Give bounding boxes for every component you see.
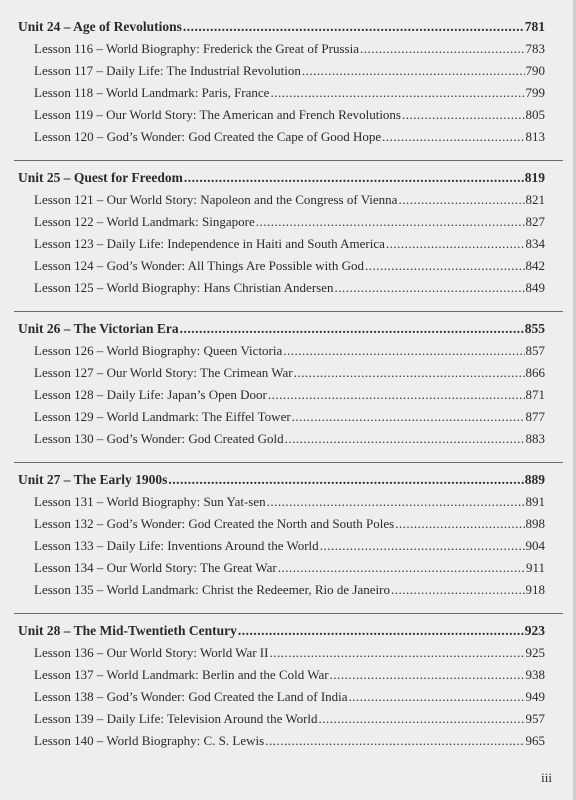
lesson-entry [14, 189, 563, 211]
dot-leader [349, 686, 525, 708]
dot-leader [270, 82, 524, 104]
dot-leader [365, 255, 525, 277]
lesson-title: Lesson 124 – God’s Wonder: All Things Are Possible with God [34, 258, 364, 273]
lesson-title: Lesson 125 – World Biography: Hans Christian Andersen [34, 280, 334, 295]
lesson-page: 857 [525, 343, 545, 358]
dot-leader [292, 406, 525, 428]
lesson-entry [14, 406, 563, 428]
lesson-title: Lesson 127 – Our World Story: The Crimean War [34, 365, 293, 380]
lesson-entry [14, 557, 563, 579]
lesson-title: Lesson 126 – World Biography: Queen Victoria [34, 343, 283, 358]
lesson-title: Lesson 119 – Our World Story: The American and French Revolutions [34, 107, 401, 122]
dot-leader [285, 428, 525, 450]
lesson-page: 949 [525, 689, 545, 704]
lesson-entry [14, 126, 563, 148]
unit-heading [14, 469, 563, 491]
lesson-title: Lesson 134 – Our World Story: The Great War [34, 560, 277, 575]
lesson-title: Lesson 118 – World Landmark: Paris, France [34, 85, 270, 100]
lesson-page: 799 [525, 85, 545, 100]
dot-leader [398, 189, 524, 211]
lesson-title: Lesson 123 – Daily Life: Independence in Haiti and South America [34, 236, 385, 251]
unit-section [14, 16, 563, 160]
lesson-page: 957 [525, 711, 545, 726]
lesson-entry [14, 233, 563, 255]
dot-leader [184, 167, 524, 189]
lesson-entry [14, 211, 563, 233]
dot-leader [386, 233, 525, 255]
lesson-page: 783 [525, 41, 545, 56]
dot-leader [391, 579, 525, 601]
dot-leader [382, 126, 524, 148]
lesson-entry [14, 82, 563, 104]
lesson-title: Lesson 136 – Our World Story: World War II [34, 645, 269, 660]
lesson-title: Lesson 128 – Daily Life: Japan’s Open Door [34, 387, 267, 402]
unit-heading [14, 16, 563, 38]
table-of-contents [14, 16, 563, 764]
unit-page: 923 [524, 623, 545, 638]
lesson-title: Lesson 138 – God’s Wonder: God Created the Land of India [34, 689, 348, 704]
lesson-page: 842 [525, 258, 545, 273]
lesson-page: 827 [525, 214, 545, 229]
dot-leader [265, 730, 524, 752]
dot-leader [269, 642, 524, 664]
dot-leader [183, 16, 524, 38]
lesson-title: Lesson 133 – Daily Life: Inventions Around the World [34, 538, 319, 553]
dot-leader [238, 620, 524, 642]
unit-title: Unit 27 – The Early 1900s [18, 472, 168, 487]
dot-leader [268, 384, 525, 406]
lesson-title: Lesson 135 – World Landmark: Christ the Redeemer, Rio de Janeiro [34, 582, 390, 597]
lesson-page: 877 [525, 409, 545, 424]
lesson-page: 849 [525, 280, 545, 295]
dot-leader [330, 664, 525, 686]
dot-leader [335, 277, 525, 299]
lesson-entry [14, 579, 563, 601]
lesson-title: Lesson 121 – Our World Story: Napoleon and the Congress of Vienna [34, 192, 398, 207]
lesson-entry [14, 428, 563, 450]
unit-title: Unit 26 – The Victorian Era [18, 321, 179, 336]
dot-leader [302, 60, 525, 82]
lesson-entry [14, 708, 563, 730]
unit-heading [14, 620, 563, 642]
lesson-entry [14, 491, 563, 513]
lesson-page: 790 [525, 63, 545, 78]
unit-page: 781 [524, 19, 545, 34]
unit-title: Unit 24 – Age of Revolutions [18, 19, 182, 34]
dot-leader [283, 340, 524, 362]
unit-page: 889 [524, 472, 545, 487]
unit-section [14, 160, 563, 311]
lesson-entry [14, 664, 563, 686]
unit-section [14, 462, 563, 613]
lesson-title: Lesson 130 – God’s Wonder: God Created Gold [34, 431, 284, 446]
lesson-title: Lesson 117 – Daily Life: The Industrial Revolution [34, 63, 301, 78]
unit-page: 855 [524, 321, 545, 336]
lesson-page: 898 [525, 516, 545, 531]
dot-leader [168, 469, 523, 491]
dot-leader [256, 211, 525, 233]
unit-heading [14, 167, 563, 189]
unit-section [14, 613, 563, 764]
lesson-title: Lesson 129 – World Landmark: The Eiffel Tower [34, 409, 291, 424]
dot-leader [395, 513, 524, 535]
lesson-entry [14, 642, 563, 664]
lesson-entry [14, 730, 563, 752]
lesson-page: 891 [525, 494, 545, 509]
lesson-entry [14, 384, 563, 406]
lesson-title: Lesson 137 – World Landmark: Berlin and the Cold War [34, 667, 329, 682]
lesson-title: Lesson 140 – World Biography: C. S. Lewis [34, 733, 265, 748]
lesson-page: 805 [525, 107, 545, 122]
lesson-entry [14, 104, 563, 126]
lesson-page: 925 [525, 645, 545, 660]
dot-leader [267, 491, 525, 513]
lesson-entry [14, 340, 563, 362]
dot-leader [319, 708, 525, 730]
lesson-page: 821 [525, 192, 545, 207]
lesson-page: 834 [525, 236, 545, 251]
dot-leader [180, 318, 524, 340]
lesson-title: Lesson 116 – World Biography: Frederick the Great of Prussia [34, 41, 359, 56]
lesson-page: 883 [525, 431, 545, 446]
dot-leader [402, 104, 525, 126]
lesson-entry [14, 277, 563, 299]
unit-section [14, 311, 563, 462]
lesson-title: Lesson 132 – God’s Wonder: God Created the North and South Poles [34, 516, 395, 531]
lesson-page: 813 [525, 129, 545, 144]
unit-title: Unit 25 – Quest for Freedom [18, 170, 183, 185]
lesson-entry [14, 362, 563, 384]
dot-leader [294, 362, 525, 384]
lesson-page: 871 [525, 387, 545, 402]
lesson-page: 866 [525, 365, 545, 380]
unit-page: 819 [524, 170, 545, 185]
lesson-title: Lesson 120 – God’s Wonder: God Created the Cape of Good Hope [34, 129, 382, 144]
dot-leader [360, 38, 525, 60]
lesson-page: 965 [525, 733, 545, 748]
unit-heading [14, 318, 563, 340]
lesson-entry [14, 38, 563, 60]
dot-leader [278, 557, 525, 579]
lesson-page: 911 [525, 560, 545, 575]
lesson-title: Lesson 139 – Daily Life: Television Around the World [34, 711, 318, 726]
lesson-page: 918 [525, 582, 545, 597]
lesson-page: 904 [525, 538, 545, 553]
lesson-title: Lesson 122 – World Landmark: Singapore [34, 214, 255, 229]
lesson-entry [14, 255, 563, 277]
lesson-entry [14, 535, 563, 557]
dot-leader [320, 535, 525, 557]
unit-title: Unit 28 – The Mid-Twentieth Century [18, 623, 237, 638]
lesson-entry [14, 513, 563, 535]
lesson-entry [14, 60, 563, 82]
lesson-entry [14, 686, 563, 708]
lesson-title: Lesson 131 – World Biography: Sun Yat-sen [34, 494, 266, 509]
lesson-page: 938 [525, 667, 545, 682]
page-number: iii [541, 770, 552, 785]
